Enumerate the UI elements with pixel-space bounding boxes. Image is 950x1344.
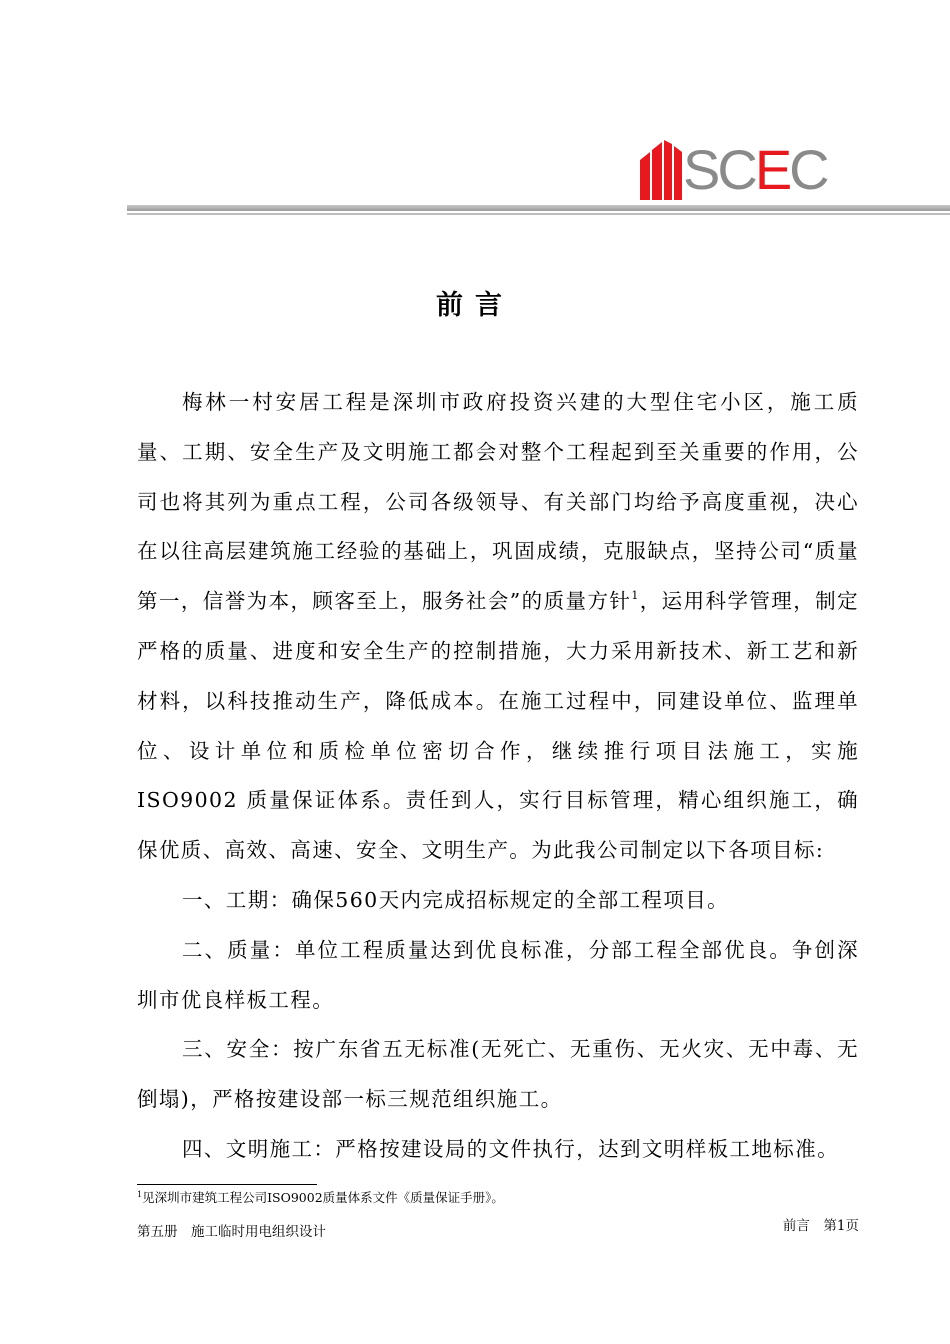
paragraph-intro: 梅林一村安居工程是深圳市政府投资兴建的大型住宅小区，施工质量、工期、安全生产及文明施工都会对整个工程起到至关重要的作用，公司也将其列为重点工程，公司各级领导、有关部门均给予高度重视，决心在以往高层建筑施工经验的基础上，巩固成绩，克服缺点，坚持公司“质量第一，信誉为本，顾客至上，服务社会”的质量方针$^1$，运用科学管理，制定严格的质量、进度和安全生产的控制措施，大力采用新技术、新工艺和新材料，以科技推动生产，降低成本。在施工过程中，同建设单位、监理单位、设计单位和质检单位密切合作，继续推行项目法施工，实施 ISO9002 质量保证体系。责任到人，实行目标管理，精心组织施工，确保优质、高效、高速、安全、文明生产。为此我公司制定以下各项目标:	[137, 390, 859, 863]
page-title: 前言	[436, 290, 514, 321]
footnote-text: 见深圳市建筑工程公司ISO9002质量体系文件《质量保证手册》。	[142, 1190, 504, 1205]
header-rule-thin	[127, 213, 950, 215]
footnote	[137, 1189, 504, 1207]
footnote-rule	[137, 1184, 317, 1185]
footer-volume: 第五册 施工临时用电组织设计	[137, 1224, 326, 1240]
paragraph-goal-safety: 三、安全：按广东省五无标准(无死亡、无重伤、无火灾、无中毒、无倒塌)，严格按建设部一标三规范组织施工。	[137, 1037, 859, 1112]
header-rule	[127, 205, 950, 211]
paragraph-goal-civilized: 四、文明施工：严格按建设局的文件执行，达到文明样板工地标准。	[182, 1136, 839, 1161]
logo-wordmark: SCEC	[683, 138, 827, 201]
footer-page-number: 前言 第1页	[782, 1218, 859, 1234]
footnote-reference: 1	[631, 589, 640, 603]
paragraph-goal-schedule: 一、工期：确保560天内完成招标规定的全部工程项目。	[182, 887, 730, 912]
paragraph-goal-quality: 二、质量：单位工程质量达到优良标准，分部工程全部优良。争创深圳市优良样板工程。	[137, 937, 859, 1012]
footnote-marker: 1	[137, 1190, 143, 1199]
preface-body	[137, 378, 859, 1175]
